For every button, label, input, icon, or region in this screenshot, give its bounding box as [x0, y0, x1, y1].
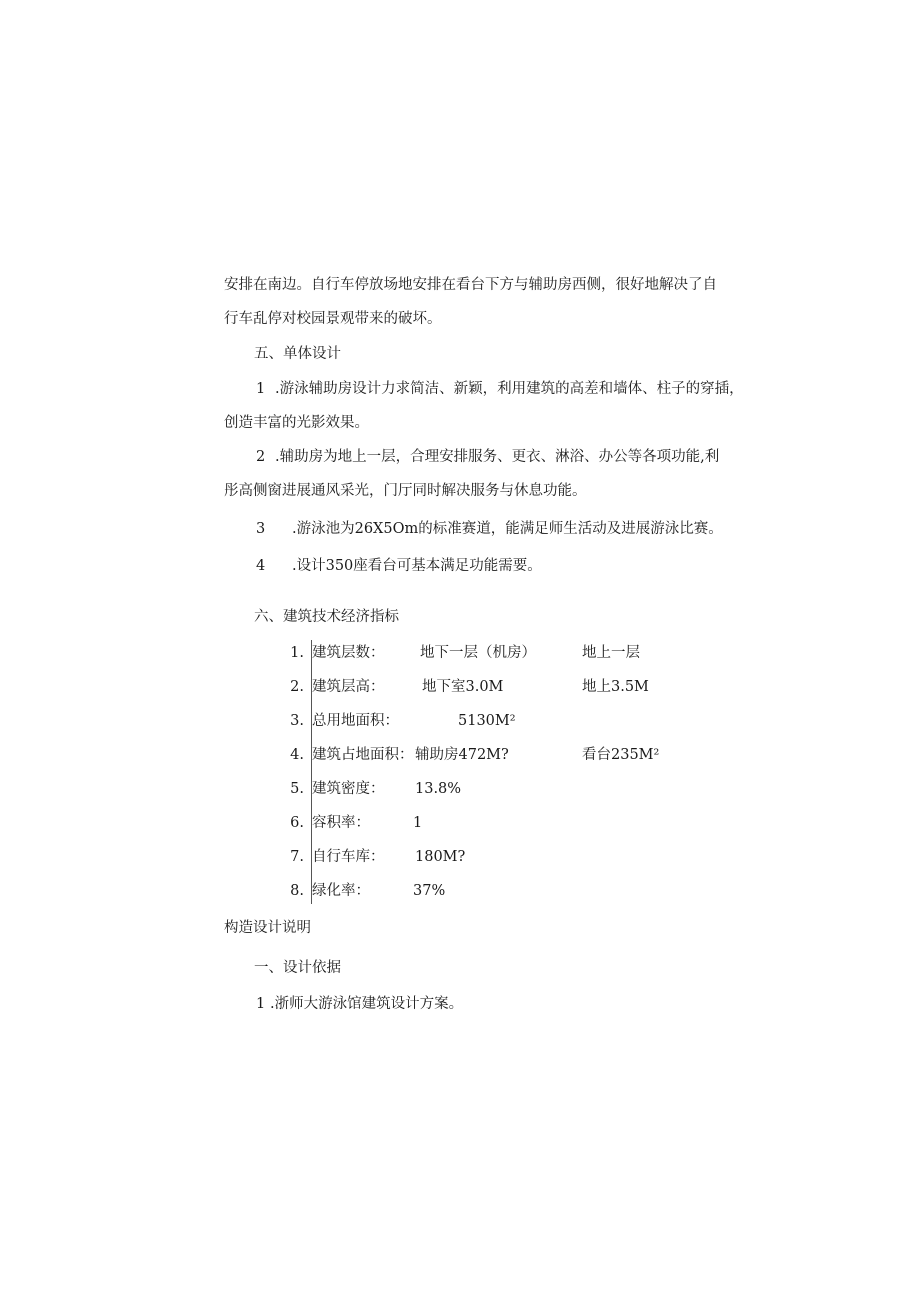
- row-value-1: 13.8%: [415, 781, 462, 797]
- row-number: 8.: [290, 883, 304, 899]
- construction-item-1-num: 1: [256, 996, 266, 1012]
- row-number: 5.: [290, 781, 304, 797]
- intro-line-2: 行车乱停对校园景观带来的破坏。: [224, 311, 442, 327]
- row-label: 建筑占地面积：: [312, 747, 414, 763]
- row-number: 1.: [290, 645, 304, 661]
- row-value-1: 37%: [413, 883, 446, 899]
- s5-item-1-num: 1: [256, 381, 266, 397]
- s5-item-2-line-2: 彤高侧窗进展通风采光，门厅同时解决服务与休息功能。: [224, 483, 587, 499]
- row-label: 建筑层高：: [312, 679, 385, 695]
- row-value-1: 1: [413, 815, 423, 831]
- row-number: 2.: [290, 679, 304, 695]
- s5-item-1-line-1: .游泳辅助房设计力求简洁、新颖，利用建筑的高差和墙体、柱子的穿插，: [275, 381, 744, 397]
- s5-item-2-line-1: .辅助房为地上一层，合理安排服务、更衣、淋浴、办公等各项功能,利: [275, 449, 720, 465]
- row-value-1: 180M?: [415, 849, 466, 865]
- s5-item-3-line-1: .游泳池为26X5Om的标准赛道，能满足师生活动及进展游泳比赛。: [292, 521, 723, 537]
- row-number: 3.: [290, 713, 304, 729]
- s5-item-2-num: 2: [256, 449, 266, 465]
- row-label: 容积率：: [312, 815, 370, 831]
- row-label: 自行车库：: [312, 849, 385, 865]
- row-value-2: 看台235M²: [582, 747, 660, 763]
- row-value-1: 地下室3.0M: [422, 679, 504, 695]
- s5-item-4-line-1: .设计350座看台可基本满足功能需要。: [292, 558, 542, 574]
- s5-item-4-num: 4: [256, 558, 266, 574]
- row-value-2: 地上3.5M: [582, 679, 649, 695]
- section-6-heading: 六、建筑技术经济指标: [254, 609, 399, 625]
- s5-item-1-line-2: 创造丰富的光影效果。: [224, 415, 369, 431]
- row-label: 总用地面积：: [312, 713, 399, 729]
- row-value-2: 地上一层: [582, 645, 640, 661]
- intro-line-1: 安排在南边。自行车停放场地安排在看台下方与辅助房西侧，很好地解决了自: [224, 277, 717, 293]
- row-number: 7.: [290, 849, 304, 865]
- s5-item-3-num: 3: [256, 521, 266, 537]
- row-value-1: 5130M²: [458, 713, 516, 729]
- construction-heading: 构造设计说明: [224, 920, 311, 936]
- row-value-1: 地下一层（机房）: [420, 645, 536, 661]
- row-number: 6.: [290, 815, 304, 831]
- row-label: 绿化率：: [312, 883, 370, 899]
- construction-subheading: 一、设计依据: [254, 960, 341, 976]
- row-value-1: 辅助房472M?: [415, 747, 509, 763]
- row-label: 建筑层数：: [312, 645, 385, 661]
- section-5-heading: 五、单体设计: [254, 346, 341, 362]
- row-label: 建筑密度：: [312, 781, 385, 797]
- row-number: 4.: [290, 747, 304, 763]
- construction-item-1-text: .浙师大游泳馆建筑设计方案。: [270, 996, 464, 1012]
